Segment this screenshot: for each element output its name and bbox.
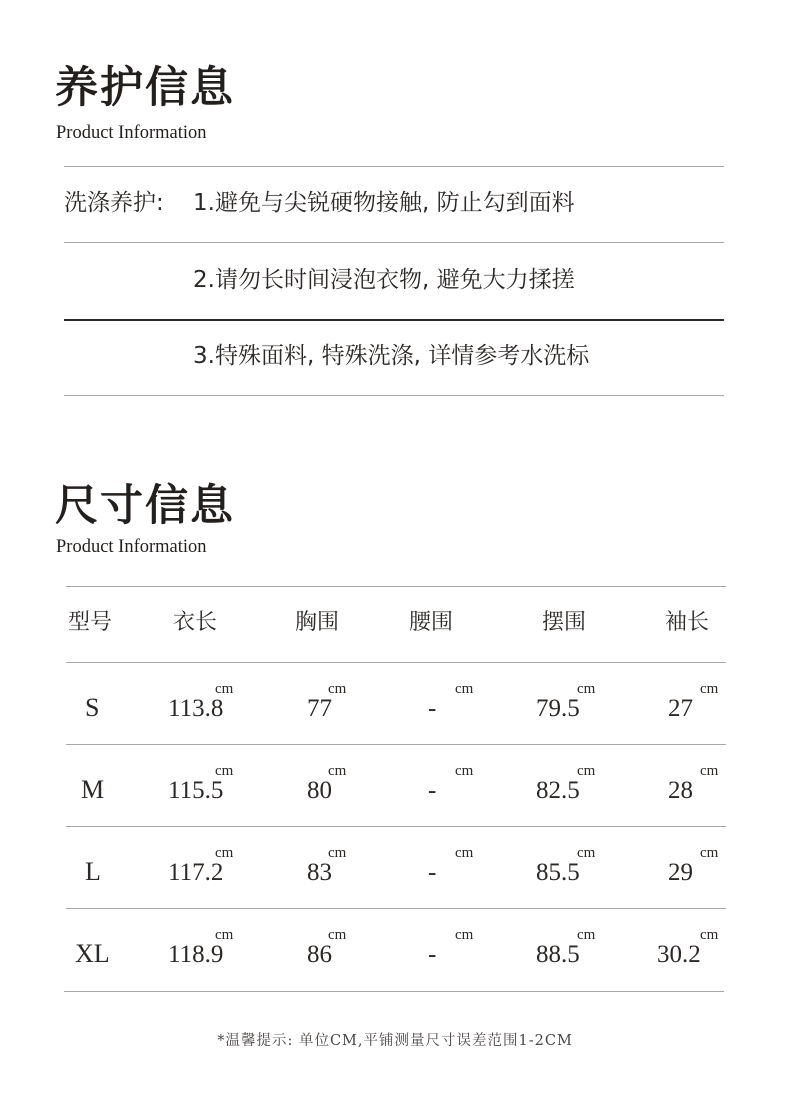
- unit-label: cm: [577, 927, 596, 943]
- table-top-border: [66, 586, 726, 587]
- care-section-title: 养护信息: [55, 63, 235, 113]
- unit-label: cm: [577, 763, 596, 779]
- table-row: [66, 827, 726, 909]
- care-label: 洗涤养护:: [64, 190, 164, 216]
- unit-label: cm: [328, 681, 347, 697]
- unit-label: cm: [700, 681, 719, 697]
- chest-value: 83: [307, 859, 332, 886]
- size-cell: S: [85, 693, 100, 722]
- waist-value: -: [428, 941, 437, 968]
- care-row: [64, 183, 724, 223]
- length-value: 117.2: [168, 859, 224, 886]
- waist-value: -: [428, 695, 437, 722]
- unit-label: cm: [455, 845, 474, 861]
- size-section-subtitle: Product Information: [56, 537, 207, 557]
- waist-value: -: [428, 777, 437, 804]
- unit-label: cm: [455, 681, 474, 697]
- care-row: [64, 260, 724, 300]
- column-header-chest: 胸围: [295, 610, 340, 635]
- unit-label: cm: [577, 845, 596, 861]
- size-cell: XL: [75, 939, 110, 968]
- column-header-length: 衣长: [173, 610, 218, 635]
- length-value: 113.8: [168, 695, 224, 722]
- divider: [64, 166, 724, 167]
- care-section-subtitle: Product Information: [56, 123, 207, 143]
- unit-label: cm: [328, 927, 347, 943]
- table-row: [66, 745, 726, 827]
- divider: [64, 319, 724, 321]
- unit-label: cm: [700, 845, 719, 861]
- length-value: 115.5: [168, 777, 224, 804]
- unit-label: cm: [215, 845, 234, 861]
- column-header-sleeve: 袖长: [665, 610, 710, 635]
- chest-value: 80: [307, 777, 332, 804]
- waist-value: -: [428, 859, 437, 886]
- unit-label: cm: [700, 763, 719, 779]
- table-row: [66, 663, 726, 745]
- care-item: 1.避免与尖锐硬物接触, 防止勾到面料: [193, 190, 575, 216]
- column-header-waist: 腰围: [409, 610, 454, 635]
- footnote: *温馨提示: 单位CM,平铺测量尺寸误差范围1-2CM: [217, 1033, 573, 1049]
- unit-label: cm: [700, 927, 719, 943]
- divider: [64, 242, 724, 243]
- hem-value: 82.5: [536, 777, 580, 804]
- table-header: [66, 603, 726, 643]
- column-header-size: 型号: [68, 610, 113, 635]
- unit-label: cm: [215, 681, 234, 697]
- care-item: 3.特殊面料, 特殊洗涤, 详情参考水洗标: [193, 343, 590, 369]
- length-value: 118.9: [168, 941, 224, 968]
- unit-label: cm: [328, 845, 347, 861]
- care-row: [64, 336, 724, 376]
- unit-label: cm: [215, 763, 234, 779]
- unit-label: cm: [215, 927, 234, 943]
- divider: [64, 395, 724, 396]
- hem-value: 79.5: [536, 695, 580, 722]
- sleeve-value: 30.2: [657, 941, 701, 968]
- sleeve-value: 27: [668, 695, 693, 722]
- care-item: 2.请勿长时间浸泡衣物, 避免大力揉搓: [193, 267, 575, 293]
- chest-value: 86: [307, 941, 332, 968]
- size-cell: M: [81, 775, 105, 804]
- hem-value: 85.5: [536, 859, 580, 886]
- size-section-title: 尺寸信息: [55, 481, 235, 531]
- unit-label: cm: [577, 681, 596, 697]
- hem-value: 88.5: [536, 941, 580, 968]
- unit-label: cm: [455, 927, 474, 943]
- chest-value: 77: [307, 695, 332, 722]
- table-bottom-border: [64, 991, 724, 992]
- unit-label: cm: [455, 763, 474, 779]
- sleeve-value: 29: [668, 859, 693, 886]
- column-header-hem: 摆围: [542, 610, 587, 635]
- table-row: [66, 909, 726, 991]
- size-cell: L: [85, 857, 101, 886]
- unit-label: cm: [328, 763, 347, 779]
- sleeve-value: 28: [668, 777, 693, 804]
